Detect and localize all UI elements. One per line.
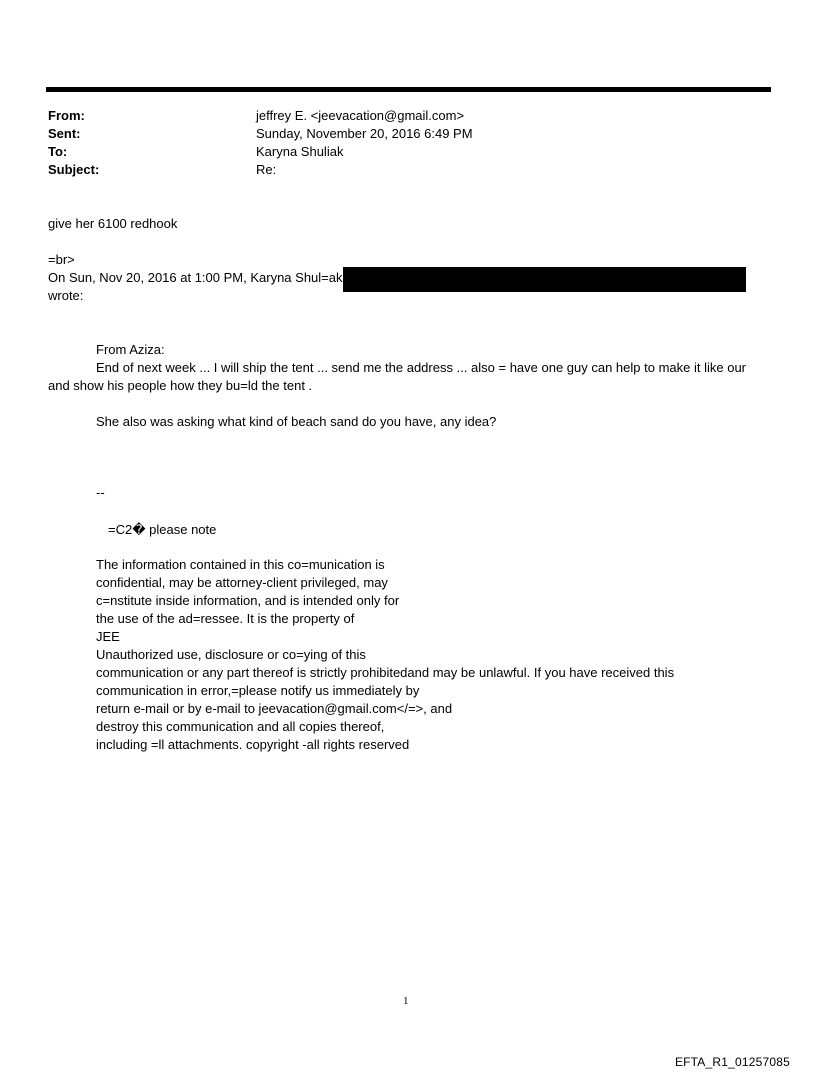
- disclaimer-line: return e-mail or by e-mail to jeevacation@gmail.com</=>, and: [96, 701, 453, 716]
- page-number: 1: [403, 995, 409, 1007]
- disclaimer-line: destroy this communication and all copies thereof,: [96, 719, 385, 734]
- disclaimer-line: including =ll attachments. copyright -all rights reserved: [96, 737, 410, 752]
- sent-label: Sent:: [48, 126, 81, 141]
- disclaimer-line: Unauthorized use, disclosure or co=ying of this: [96, 647, 366, 662]
- disclaimer-line: c=nstitute inside information, and is intended only for: [96, 593, 400, 608]
- from-value: jeffrey E. <jeevacation@gmail.com>: [256, 108, 465, 123]
- reply-text: give her 6100 redhook: [48, 216, 178, 231]
- signature-dash: --: [96, 485, 105, 500]
- signature-note: =C2� please note: [108, 522, 217, 537]
- br-tag-text: =br>: [48, 252, 75, 267]
- disclaimer-line: communication in error,=please notify us immediately by: [96, 683, 420, 698]
- to-label: To:: [48, 144, 68, 159]
- header-rule: [46, 87, 771, 92]
- redaction-bar: [343, 267, 746, 292]
- from-aziza-line: From Aziza:: [96, 342, 165, 357]
- disclaimer-line: The information contained in this co=munication is: [96, 557, 385, 572]
- paragraph-2: She also was asking what kind of beach sand do you have, any idea?: [96, 414, 497, 429]
- from-label: From:: [48, 108, 85, 123]
- subject-label: Subject:: [48, 162, 100, 177]
- disclaimer-line: confidential, may be attorney-client privileged, may: [96, 575, 388, 590]
- quote-attribution-wrote: wrote:: [48, 288, 84, 303]
- disclaimer-line: JEE: [96, 629, 120, 644]
- disclaimer-line: the use of the ad=ressee. It is the property of: [96, 611, 355, 626]
- disclaimer-line: communication or any part thereof is strictly prohibitedand may be unlawful. If you have received this: [96, 665, 675, 680]
- quote-attribution: On Sun, Nov 20, 2016 at 1:00 PM, Karyna Shul=ak: [48, 270, 343, 285]
- subject-value: Re:: [256, 162, 277, 177]
- paragraph-1-line-1: End of next week ... I will ship the tent ... send me the address ... also = have one guy can help to make it like our: [96, 360, 746, 375]
- paragraph-1-line-2: and show his people how they bu=ld the tent .: [48, 378, 313, 393]
- sent-value: Sunday, November 20, 2016 6:49 PM: [256, 126, 473, 141]
- document-id: EFTA_R1_01257085: [674, 1055, 790, 1069]
- to-value: Karyna Shuliak: [256, 144, 344, 159]
